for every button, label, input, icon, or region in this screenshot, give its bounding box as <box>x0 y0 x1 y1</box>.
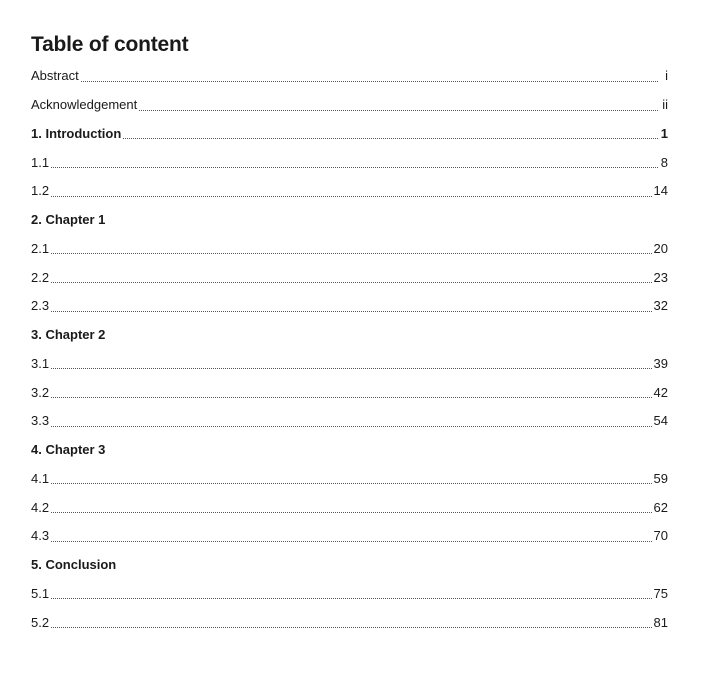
toc-page-number: i <box>665 68 668 84</box>
toc-entry-label: Abstract <box>31 68 79 84</box>
toc-dot-leader <box>51 166 658 168</box>
toc-entry-label: 2.1 <box>31 240 50 256</box>
toc-page-number: 14 <box>653 183 668 199</box>
toc-entry-row <box>31 148 668 177</box>
toc-entry-label: 3. Chapter 2 <box>31 327 106 343</box>
toc-dot-leader <box>51 597 651 599</box>
toc-entry-row <box>31 235 668 264</box>
toc-entry-row <box>31 465 668 494</box>
toc-page-number: 59 <box>653 470 668 486</box>
toc-entry-row <box>31 493 668 522</box>
toc-entry-label: Acknowledgement <box>31 97 138 113</box>
toc-dot-leader <box>51 195 651 197</box>
toc-dot-leader <box>51 482 651 484</box>
toc-entry-label: 4.3 <box>31 528 50 544</box>
toc-dot-leader <box>51 310 651 312</box>
toc-page-number: 75 <box>653 585 668 601</box>
toc-entry-label: 2.2 <box>31 269 50 285</box>
toc-page-number: 23 <box>653 269 668 285</box>
toc-entry-label: 3.1 <box>31 355 50 371</box>
toc-entry-label: 5.2 <box>31 614 50 630</box>
toc-entry-row <box>31 407 668 436</box>
toc-dot-leader <box>51 281 651 283</box>
toc-entry-row <box>31 378 668 407</box>
toc-page-number: 1 <box>660 125 668 141</box>
toc-entry-row <box>31 292 668 321</box>
toc-entry-label: 2.3 <box>31 298 50 314</box>
toc-entry-row <box>31 263 668 292</box>
toc-entry-row <box>31 580 668 609</box>
toc-dot-leader <box>51 367 651 369</box>
toc-page-number: 54 <box>653 413 668 429</box>
toc-page-number: 20 <box>653 240 668 256</box>
toc-entry-label: 4. Chapter 3 <box>31 442 106 458</box>
toc-entry-label: 1. Introduction <box>31 125 122 141</box>
toc-page-number: 39 <box>653 355 668 371</box>
toc-entry-row <box>31 350 668 379</box>
toc-entry-label: 4.2 <box>31 499 50 515</box>
toc-dot-leader <box>123 137 658 139</box>
toc-page-number: 32 <box>653 298 668 314</box>
toc-entry-row <box>31 62 668 91</box>
toc-dot-leader <box>51 511 651 513</box>
toc-heading-row <box>31 321 668 350</box>
toc-entry-row <box>31 177 668 206</box>
toc-entry-label: 5. Conclusion <box>31 557 117 573</box>
toc-title: Table of content <box>31 33 189 56</box>
toc-page-number: 70 <box>653 528 668 544</box>
toc-page-number: 62 <box>653 499 668 515</box>
toc-entry-label: 3.3 <box>31 413 50 429</box>
toc-entry-label: 5.1 <box>31 585 50 601</box>
toc-list <box>31 62 668 637</box>
toc-heading-row <box>31 206 668 235</box>
toc-page-number: ii <box>662 97 668 113</box>
toc-entry-row <box>31 522 668 551</box>
toc-entry-label: 1.1 <box>31 154 50 170</box>
toc-entry-label: 3.2 <box>31 384 50 400</box>
toc-dot-leader <box>81 80 658 82</box>
toc-entry-row <box>31 91 668 120</box>
toc-dot-leader <box>51 626 651 628</box>
toc-entry-label: 2. Chapter 1 <box>31 212 106 228</box>
toc-dot-leader <box>51 396 651 398</box>
toc-heading-row <box>31 436 668 465</box>
toc-page-number: 8 <box>660 154 668 170</box>
toc-page-number: 42 <box>653 384 668 400</box>
toc-heading-row <box>31 120 668 149</box>
toc-dot-leader <box>51 540 651 542</box>
toc-dot-leader <box>51 252 651 254</box>
toc-entry-row <box>31 608 668 637</box>
toc-entry-label: 4.1 <box>31 470 50 486</box>
toc-heading-row <box>31 551 668 580</box>
toc-page <box>31 30 668 637</box>
toc-page-number: 81 <box>653 614 668 630</box>
toc-entry-label: 1.2 <box>31 183 50 199</box>
toc-dot-leader <box>139 109 658 111</box>
toc-dot-leader <box>51 425 651 427</box>
